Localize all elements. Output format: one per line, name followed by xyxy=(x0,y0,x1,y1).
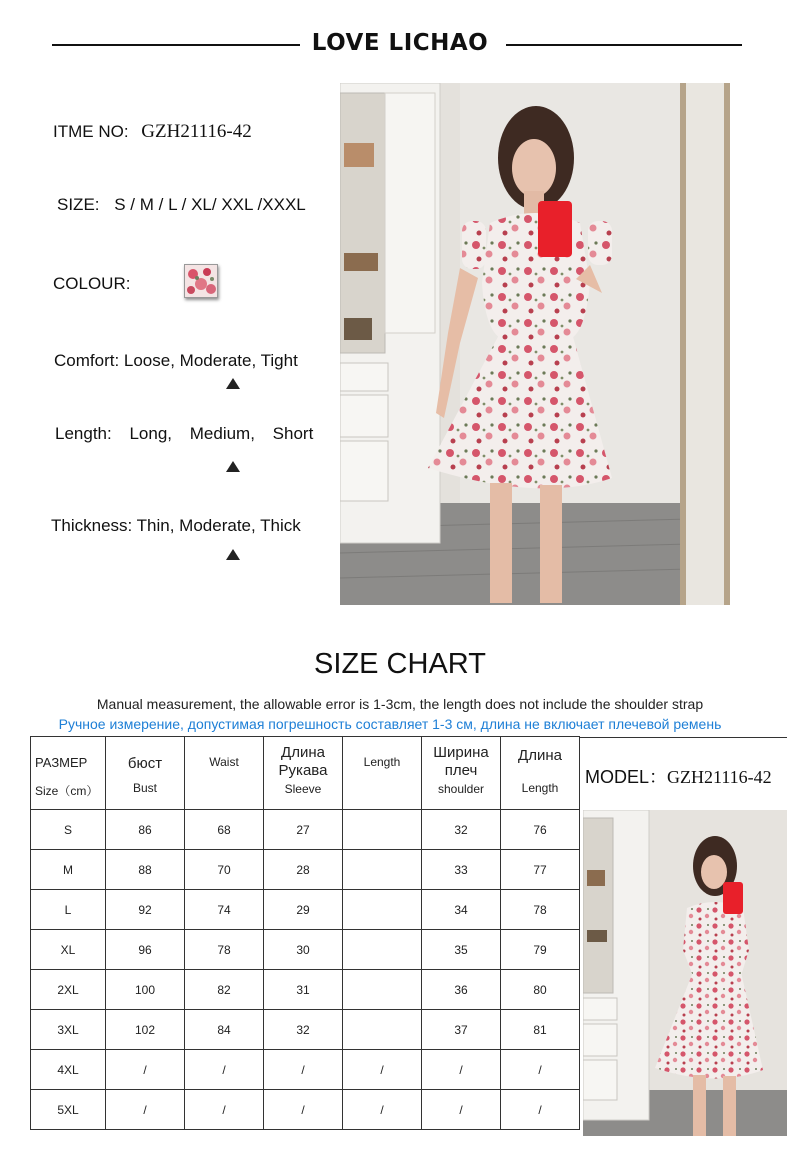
size-table xyxy=(30,736,580,1130)
header-waist xyxy=(185,737,264,810)
length-line xyxy=(55,424,313,444)
table-row xyxy=(31,1090,580,1130)
header-total-length-en: Length xyxy=(521,781,559,795)
table-row xyxy=(31,930,580,970)
size-line xyxy=(57,195,306,215)
comfort-line: Comfort: Loose, Moderate, Tight xyxy=(54,351,298,370)
header-bust-en: Bust xyxy=(132,781,157,795)
header-sleeve xyxy=(264,737,343,810)
table-cell: 32 xyxy=(264,1010,343,1050)
product-photo xyxy=(340,83,730,605)
comfort-indicator-icon xyxy=(226,378,240,389)
table-cell: 78 xyxy=(501,890,580,930)
table-cell: 100 xyxy=(106,970,185,1010)
length-option-short: Short xyxy=(272,424,314,443)
table-cell: 3XL xyxy=(31,1010,106,1050)
header-size-ru: РАЗМЕР xyxy=(35,755,88,770)
table-cell xyxy=(343,970,422,1010)
table-cell: 102 xyxy=(106,1010,185,1050)
length-option-long: Long, xyxy=(129,424,173,443)
table-cell: 70 xyxy=(185,850,264,890)
header-rule-right xyxy=(506,44,742,46)
table-cell: 34 xyxy=(422,890,501,930)
thickness-indicator-icon xyxy=(226,549,240,560)
table-cell: / xyxy=(501,1050,580,1090)
size-value: S / M / L / XL/ XXL /XXXL xyxy=(114,195,306,214)
table-cell: XL xyxy=(31,930,106,970)
table-cell xyxy=(343,850,422,890)
table-cell: 84 xyxy=(185,1010,264,1050)
table-cell: / xyxy=(106,1050,185,1090)
header-length xyxy=(343,737,422,810)
table-cell: / xyxy=(106,1090,185,1130)
table-cell: 33 xyxy=(422,850,501,890)
table-row xyxy=(31,1050,580,1090)
size-label: SIZE: xyxy=(57,195,100,214)
table-cell: 2XL xyxy=(31,970,106,1010)
table-row xyxy=(31,890,580,930)
header-bust xyxy=(106,737,185,810)
table-cell: 88 xyxy=(106,850,185,890)
table-cell xyxy=(343,890,422,930)
brand-title: LOVE LICHAO xyxy=(311,30,489,56)
header-total-length xyxy=(501,737,580,810)
table-row xyxy=(31,1010,580,1050)
table-cell: 96 xyxy=(106,930,185,970)
table-cell xyxy=(343,810,422,850)
table-cell: 4XL xyxy=(31,1050,106,1090)
length-indicator-icon xyxy=(226,461,240,472)
table-cell: 74 xyxy=(185,890,264,930)
table-cell: / xyxy=(264,1090,343,1130)
table-cell xyxy=(343,1010,422,1050)
table-cell: L xyxy=(31,890,106,930)
table-cell xyxy=(343,930,422,970)
table-cell: 31 xyxy=(264,970,343,1010)
table-cell: 82 xyxy=(185,970,264,1010)
table-cell: S xyxy=(31,810,106,850)
table-cell: 27 xyxy=(264,810,343,850)
header-shoulder-en: shoulder xyxy=(437,782,485,796)
model-line xyxy=(585,763,772,789)
header-rule-left xyxy=(52,44,300,46)
table-cell: 92 xyxy=(106,890,185,930)
table-header-row xyxy=(31,737,580,810)
table-cell: / xyxy=(501,1090,580,1130)
table-cell: 29 xyxy=(264,890,343,930)
length-label: Length: xyxy=(55,424,112,443)
colour-label: COLOUR: xyxy=(53,274,131,293)
model-value: GZH21116-42 xyxy=(667,767,772,787)
header-sleeve-en: Sleeve xyxy=(284,782,322,796)
header-shoulder xyxy=(422,737,501,810)
table-cell: 32 xyxy=(422,810,501,850)
table-cell: / xyxy=(185,1050,264,1090)
table-cell: 28 xyxy=(264,850,343,890)
header-total-length-ru: Длина xyxy=(518,747,562,764)
table-cell: 77 xyxy=(501,850,580,890)
item-number-label: ITME NO: xyxy=(53,122,129,141)
table-cell: 86 xyxy=(106,810,185,850)
table-cell: / xyxy=(185,1090,264,1130)
header-bust-ru: бюст xyxy=(127,755,163,772)
header-sleeve-ru: Длина Рукава xyxy=(278,744,328,779)
item-number xyxy=(53,121,252,143)
table-row xyxy=(31,850,580,890)
header-length-en: Length xyxy=(363,755,401,769)
table-cell: / xyxy=(422,1090,501,1130)
header-waist-en: Waist xyxy=(209,755,239,769)
header-size-en: Size（cm） xyxy=(35,784,99,798)
table-cell: 79 xyxy=(501,930,580,970)
header-size xyxy=(31,737,106,810)
table-cell: 78 xyxy=(185,930,264,970)
table-cell: / xyxy=(343,1050,422,1090)
table-cell: 5XL xyxy=(31,1090,106,1130)
table-cell: / xyxy=(264,1050,343,1090)
size-chart-title: SIZE CHART xyxy=(314,648,486,680)
table-cell: 68 xyxy=(185,810,264,850)
table-cell: 81 xyxy=(501,1010,580,1050)
model-photo xyxy=(583,810,787,1136)
table-cell: 80 xyxy=(501,970,580,1010)
measurement-note-ru: Ручное измерение, допустимая погрешность составляет 1-3 см, длина не включает плечевой ремень xyxy=(58,716,722,732)
colour-swatch xyxy=(184,264,218,298)
measurement-note-en: Manual measurement, the allowable error is 1-3cm, the length does not include the shoulder strap xyxy=(96,696,704,712)
model-label: MODEL： xyxy=(585,767,668,787)
table-cell: / xyxy=(343,1090,422,1130)
table-cell: 35 xyxy=(422,930,501,970)
length-option-medium: Medium, xyxy=(189,424,255,443)
table-cell: 76 xyxy=(501,810,580,850)
item-number-value: GZH21116-42 xyxy=(141,121,252,142)
thickness-line: Thickness: Thin, Moderate, Thick xyxy=(51,516,301,535)
table-cell: M xyxy=(31,850,106,890)
table-cell: 30 xyxy=(264,930,343,970)
table-row xyxy=(31,810,580,850)
table-cell: 36 xyxy=(422,970,501,1010)
table-row xyxy=(31,970,580,1010)
header-shoulder-ru: Ширина плеч xyxy=(433,744,489,779)
table-cell: 37 xyxy=(422,1010,501,1050)
table-cell: / xyxy=(422,1050,501,1090)
